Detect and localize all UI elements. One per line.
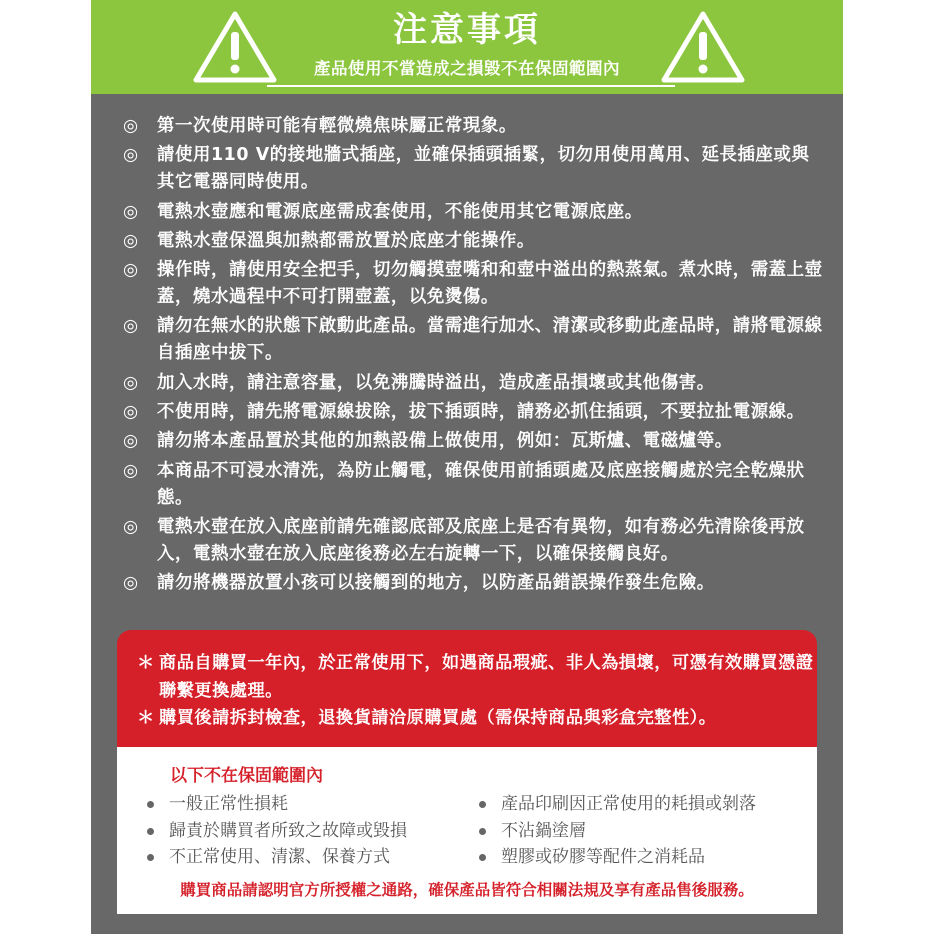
note-text: 請勿將本產品置於其他的加熱設備上做使用，例如：瓦斯爐、電磁爐等。 — [157, 431, 733, 452]
note-item — [123, 228, 823, 255]
list-item-label: 不正常使用、清潔、保養方式 — [169, 847, 390, 867]
bullet-icon — [147, 854, 154, 861]
bullet-icon — [479, 801, 486, 808]
subtitle-underline — [267, 85, 675, 87]
note-text: 電熱水壺在放入底座前請先確認底部及底座上是否有異物，如有務必先清除後再放入，電熱水壺在放入底座後務必左右旋轉一下，以確保接觸良好。 — [157, 516, 805, 564]
double-circle-bullet-icon: ◎ — [123, 260, 139, 281]
double-circle-bullet-icon: ◎ — [123, 460, 139, 481]
warranty-item-text: 商品自購買一年內，於正常使用下，如遇商品瑕疵、非人為損壞，可憑有效購買憑證聯繫更換處理。 — [159, 653, 814, 701]
double-circle-bullet-icon: ◎ — [123, 145, 139, 166]
exclusions-right-list — [479, 791, 756, 871]
list-item — [147, 844, 407, 871]
bullet-icon — [147, 828, 154, 835]
list-item — [479, 818, 756, 845]
double-circle-bullet-icon: ◎ — [123, 116, 139, 136]
notes-list — [123, 113, 823, 600]
note-item — [123, 199, 823, 226]
exclusions-panel — [117, 747, 817, 914]
list-item-label: 歸責於購買者所致之故障或毀損 — [169, 820, 407, 841]
note-item — [123, 142, 823, 196]
list-item-label: 產品印刷因正常使用的耗損或剝落 — [501, 794, 756, 814]
note-item — [123, 257, 823, 311]
bullet-icon — [147, 801, 154, 808]
warranty-panel — [117, 630, 817, 747]
list-item-label: 一般正常性損耗 — [169, 794, 288, 814]
page-subtitle: 產品使用不當造成之損毀不在保固範圍內 — [314, 59, 620, 78]
double-circle-bullet-icon: ◎ — [123, 230, 139, 251]
note-item — [123, 399, 823, 426]
double-circle-bullet-icon: ◎ — [123, 431, 139, 452]
double-circle-bullet-icon: ◎ — [123, 516, 139, 537]
list-item-label: 不沾鍋塗層 — [501, 820, 586, 841]
note-text: 電熱水壺應和電源底座需成套使用，不能使用其它電源底座。 — [157, 201, 643, 222]
notice-poster — [91, 0, 843, 934]
note-text: 請勿在無水的狀態下啟動此產品。當需進行加水、清潔或移動此產品時，請將電源線自插座中拔下。 — [157, 316, 823, 364]
list-item-label: 塑膠或矽膠等配件之消耗品 — [501, 847, 705, 867]
note-item — [123, 514, 823, 568]
authorized-channel-note: 購買商品請認明官方所授權之通路，確保產品皆符合相關法規及享有產品售後服務。 — [180, 881, 754, 899]
header-banner — [91, 0, 843, 94]
warranty-item — [137, 704, 819, 732]
double-circle-bullet-icon: ◎ — [123, 573, 139, 594]
warranty-item-text: 購買後請拆封檢查，退換貨請洽原購買處（需保持商品與彩盒完整性）。 — [159, 708, 717, 728]
warranty-item — [137, 649, 819, 705]
note-item — [123, 370, 823, 397]
note-text: 操作時，請使用安全把手，切勿觸摸壺嘴和和壺中溢出的熱蒸氣。煮水時，需蓋上壺蓋，燒水過程中不可打開壺蓋，以免燙傷。 — [157, 260, 823, 308]
note-text: 請使用110 V的接地牆式插座，並確保插頭插緊，切勿用使用萬用、延長插座或與其它電器同時使用。 — [157, 145, 810, 193]
warning-triangle-icon — [660, 10, 746, 84]
double-circle-bullet-icon: ◎ — [123, 201, 139, 222]
list-item — [147, 818, 407, 845]
note-item — [123, 113, 823, 140]
note-text: 請勿將機器放置小孩可以接觸到的地方，以防產品錯誤操作發生危險。 — [157, 573, 715, 594]
double-circle-bullet-icon: ◎ — [123, 402, 139, 423]
note-text: 不使用時，請先將電源線拔除，拔下插頭時，請務必抓住插頭，不要拉扯電源線。 — [157, 402, 805, 423]
note-item — [123, 458, 823, 512]
double-circle-bullet-icon: ◎ — [123, 316, 139, 337]
asterisk-icon: ＊ — [137, 708, 155, 728]
note-item — [123, 570, 823, 597]
bullet-icon — [479, 854, 486, 861]
double-circle-bullet-icon: ◎ — [123, 372, 139, 393]
bullet-icon — [479, 828, 486, 835]
page-title: 注意事項 — [393, 10, 541, 50]
asterisk-icon: ＊ — [137, 653, 155, 673]
note-text: 加入水時，請注意容量，以免沸騰時溢出，造成產品損壞或其他傷害。 — [157, 372, 715, 393]
note-text: 第一次使用時可能有輕微燒焦味屬正常現象。 — [157, 116, 517, 136]
list-item — [147, 791, 407, 818]
list-item — [479, 791, 756, 818]
exclusions-left-list — [147, 791, 407, 871]
note-text: 電熱水壺保溫與加熱都需放置於底座才能操作。 — [157, 230, 535, 251]
note-item — [123, 313, 823, 367]
note-text: 本商品不可浸水清洗，為防止觸電，確保使用前插頭處及底座接觸處於完全乾燥狀態。 — [157, 460, 805, 508]
note-item — [123, 428, 823, 455]
list-item — [479, 844, 756, 871]
exclusions-title: 以下不在保固範圍內 — [170, 766, 323, 786]
